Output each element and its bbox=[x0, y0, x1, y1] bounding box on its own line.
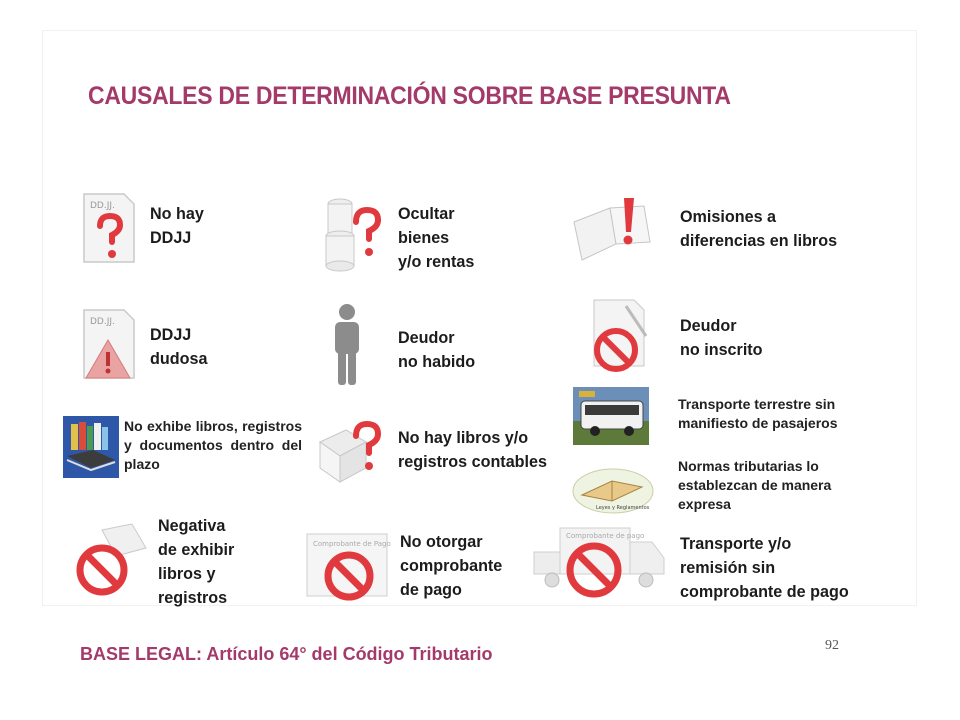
label-no-inscrito: Deudor no inscrito bbox=[680, 316, 763, 359]
doubtful-declaration-icon bbox=[78, 306, 140, 384]
ddjj-doc-label-2: DD.JJ. bbox=[90, 317, 115, 327]
hidden-assets-icon bbox=[320, 192, 386, 274]
person-icon bbox=[330, 303, 364, 387]
truck-label: Comprobante de pago bbox=[566, 532, 645, 540]
label-no-exhibe: No exhibe libros, registros y documentos dentro del plazo bbox=[124, 418, 302, 472]
label-negativa: Negativa de exhibir libros y registros bbox=[158, 516, 235, 607]
refuse-books-icon bbox=[72, 520, 152, 600]
unregistered-prohibited-icon bbox=[586, 296, 656, 378]
label-transporte-pasajeros: Transporte terrestre sin manifiesto de pasajeros bbox=[678, 396, 838, 431]
label-no-otorgar: No otorgar comprobante de pago bbox=[400, 532, 503, 599]
label-ocultar-bienes: Ocultar bienes y/o rentas bbox=[398, 204, 475, 271]
missing-books-icon bbox=[318, 414, 388, 486]
legal-basis-footer: BASE LEGAL: Artículo 64° del Código Tributario bbox=[80, 644, 493, 664]
label-ddjj-dudosa: DDJJ dudosa bbox=[150, 325, 208, 368]
law-book-label: Leyes y Reglamentos bbox=[596, 505, 650, 511]
books-icon bbox=[63, 416, 119, 478]
label-transporte-remision: Transporte y/o remisión sin comprobante de pago bbox=[680, 534, 849, 601]
missing-declaration-icon bbox=[78, 190, 140, 268]
law-book-icon bbox=[572, 465, 654, 515]
bus-icon bbox=[573, 387, 649, 445]
no-receipt-icon bbox=[303, 530, 393, 604]
label-no-habido: Deudor no habido bbox=[398, 328, 476, 371]
receipt-label: Comprobante de Pago bbox=[313, 540, 391, 548]
truck-prohibited-icon bbox=[530, 522, 670, 602]
slide-title: CAUSALES DE DETERMINACIÓN SOBRE BASE PRESUNTA bbox=[88, 82, 731, 110]
label-no-ddjj: No hay DDJJ bbox=[150, 204, 204, 247]
page-number: 92 bbox=[825, 638, 839, 653]
label-no-libros: No hay libros y/o registros contables bbox=[398, 428, 547, 471]
open-book-alert-icon bbox=[570, 194, 662, 266]
ddjj-doc-label: DD.JJ. bbox=[90, 201, 115, 211]
label-omisiones: Omisiones a diferencias en libros bbox=[680, 207, 838, 250]
label-normas: Normas tributarias lo establezcan de manera expresa bbox=[678, 458, 832, 512]
